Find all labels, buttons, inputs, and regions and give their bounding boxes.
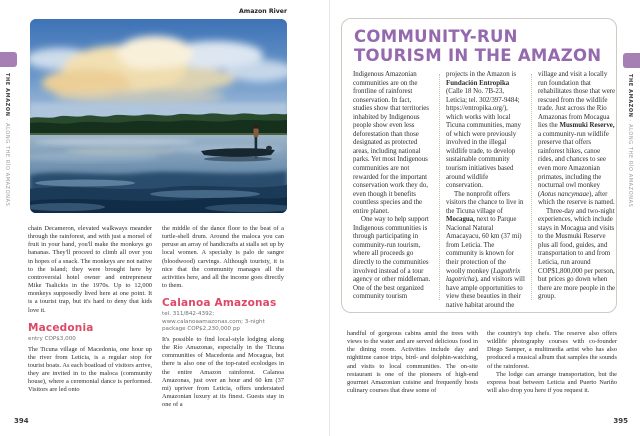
left-page-column-2 xyxy=(162,225,284,409)
chapter-label: THE AMAZON xyxy=(4,73,10,117)
macedonia-heading: Macedonia xyxy=(28,321,94,334)
chapter-label: THE AMAZON xyxy=(627,74,633,118)
left-page-column-1 xyxy=(28,225,152,395)
column-divider xyxy=(439,74,440,300)
section-label: ALONG THE RÍO AMAZONAS xyxy=(627,124,633,208)
section-label: ALONG THE RÍO AMAZONAS xyxy=(4,123,10,207)
box-title: COMMUNITY-RUN TOURISM IN THE AMAZON xyxy=(354,27,602,65)
chapter-tab-left xyxy=(0,52,17,67)
body-paragraph: handful of gorgeous cabins amid the trees with views to the water and are served delicious food in the dining room. Activities include day and nighttime canoe trips, bird- and dolphin-watching, and visits to local communities. The on-site restaurant is one of the pioneers of high-end gourmet Amazonian cuisine and frequently hosts culinary courses that draw some of xyxy=(347,330,478,395)
box-paragraph: The nonprofit offers visitors the chance to live in the Ticuna village of Mocagua, next to Parque Nacional Natural Amacayacu, 60 km (37 mi) from Leticia. The community is known for their protection of the woolly monkey (Lagothrix lagotricha), and visitors will have ample opportunities to view these beauties in their native habitat around the xyxy=(446,190,525,309)
box-paragraph: Indigenous Amazonian communities are on the frontline of rainforest conservation. In fact, studies show that territories inhabited by Indigenous people show even less deforestation than those designated as protected areas, including national parks. Yet most Indigenous communities are not rewarded for the important conservation work they do, even though it benefits countless species and the entire planet. xyxy=(353,71,429,215)
column-divider xyxy=(531,74,532,300)
community-tourism-box xyxy=(341,18,617,313)
chapter-tab-right xyxy=(623,53,640,68)
box-column-1 xyxy=(353,71,432,302)
right-page-column-2 xyxy=(487,330,617,395)
amazon-river-photo-art xyxy=(30,19,287,213)
calanoa-heading: Calanoa Amazonas xyxy=(162,297,277,310)
calanoa-listing-info: tel. 311/842-4392; www.calanoaamazonas.com; 3-night package COP$2,230,000 pp xyxy=(162,311,265,333)
sidebar-separator: · xyxy=(4,116,10,124)
page-fold-divider xyxy=(329,0,330,436)
mudflats xyxy=(30,171,287,213)
treeline xyxy=(30,113,287,136)
box-paragraph: Three-day and two-night experiences, which include stays in Mocagua and visits to the Musmuki Reserve plus all food, guides, and transportation to and from Leticia, run around COP$1,800,000 per person, but prices go down when there are more people in the group. xyxy=(538,207,616,301)
box-column-2 xyxy=(446,71,525,310)
amazon-river-photo xyxy=(30,19,287,213)
body-paragraph: The Ticuna village of Macedonia, one hour up the river from Leticia, is a regular stop for tourist boats. As each boatload of visitors arrive, they are invited in to the maloca (community house), where a ceremonial dance is performed. Visitors are led onto xyxy=(28,345,152,394)
body-paragraph: the middle of the dance floor to the beat of a turtle-shell drum. Around the maloca you can peruse an array of handicrafts at stalls set up by local women. A specialty is palo de sangre (bloodwood) carvings. Although touristy, it is nice that the community manages all the activities here, and all the income goes directly to them. xyxy=(162,225,284,290)
right-page-column-1 xyxy=(347,330,478,395)
body-paragraph: chain Decameron, elevated walkways meander through the rainforest, and with just a morsel of fruit in your hand, you'll make the monkeys go bananas. They'll proceed to climb all over you in hopes of a snack. The monkeys are not native to the island; they were brought here by controversial hotel owner and entrepreneur Mike Tsalickis in the 1970s. Up to 12,000 monkeys supposedly lived here at one point. It is a tourist trap, but it's hard to deny that kids love it. xyxy=(28,225,152,314)
box-paragraph: projects in the Amazon is Fundación Entropika (Calle 18 No. 7B-23, Leticia; tel. 302/397-9484; https://entropika.org/), which works with local Ticuna communities, many of which were previously involved in the illegal wildlife trade, to develop sustainable community tourism initiatives based around wildlife conservation. xyxy=(446,71,521,190)
body-paragraph: the country's top chefs. The reserve also offers wildlife photography courses with co-founder Diego Samper, a multimedia artist who has also produced a musical album that samples the sounds of the rainforest. xyxy=(487,330,617,370)
page-number-left: 394 xyxy=(14,417,29,425)
box-column-3 xyxy=(538,71,617,302)
box-paragraph: village and visit a locally run foundation that rehabilitates those that were rescued from the wildlife trade. Just across the Río Amazonas from Mocagua lies the Musmuki Reserve, a community-run wildlife preserve that offers rainforest hikes, canoe rides, and chances to see even more Amazonian primates, including the nocturnal owl monkey (Aotus nancymaae), after which the reserve is named. xyxy=(538,71,616,207)
chapter-sidebar-left xyxy=(4,73,10,206)
page-number-right: 395 xyxy=(613,417,628,425)
macedonia-listing-info: entry COP$3,000 xyxy=(28,335,76,342)
chapter-sidebar-right xyxy=(627,74,633,207)
sidebar-separator: · xyxy=(627,117,633,125)
body-paragraph: The lodge can arrange transportation, but the express boat between Leticia and Puerto Nariño will also drop you here if you request it. xyxy=(487,370,617,395)
photo-caption: Amazon River xyxy=(239,8,287,15)
box-paragraph: One way to help support Indigenous communities is through participating in community-run tourism, where all proceeds go directly to the communities involved instead of a tour agency or other middleman. One of the best organized community tourism xyxy=(353,216,431,301)
body-paragraph: It's possible to find local-style lodging along the Río Amazonas, especially in the Ticuna communities of Macedonia and Mocagua, but there is also one of the top-rated ecolodges in the entire Amazon rainforest. Calanoa Amazonas, just over an hour and 60 km (37 mi) upriver from Leticia, offers understated Amazonian luxury at its finest. Guests stay in one of a xyxy=(162,335,284,409)
